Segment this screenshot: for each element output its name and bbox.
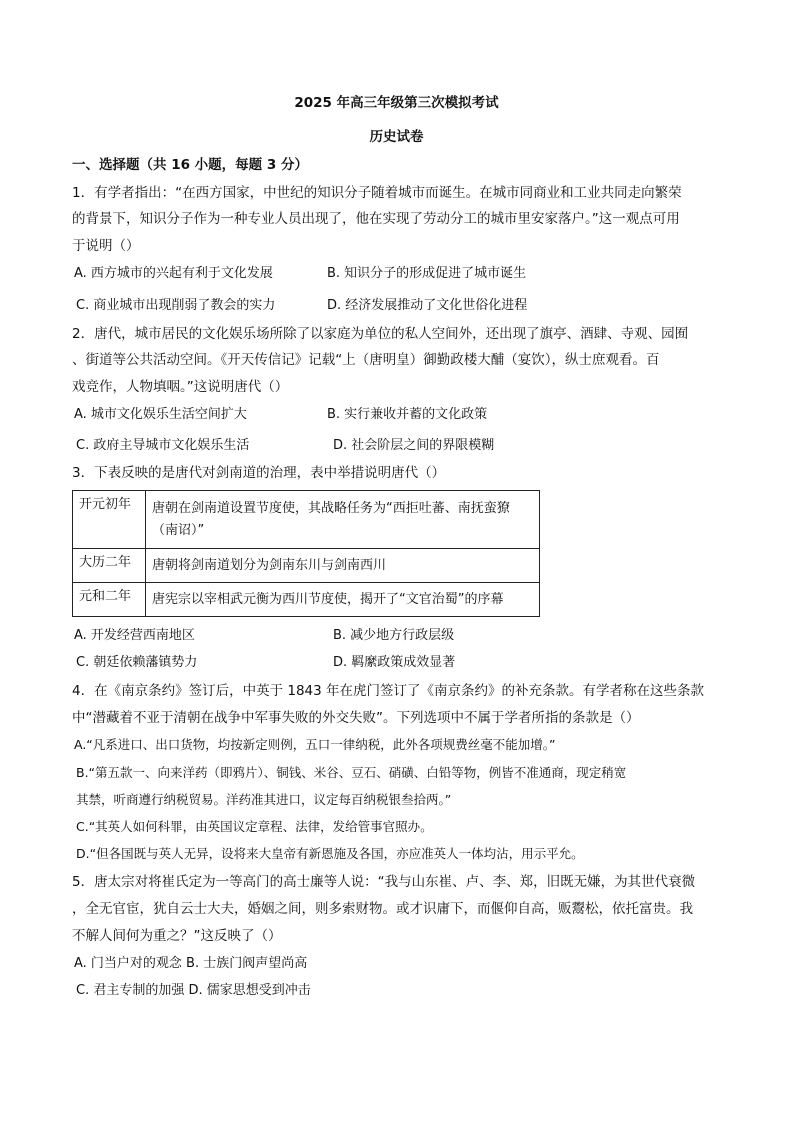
q2-option-d: D. 社会阶层之间的界限模糊 [333,438,495,453]
q4-option-b-cont: 其禁，听商遵行纳税贸易。洋药准其进口，议定每百纳税银叁拾两。” [76,792,452,807]
q1-option-b: B. 知识分子的形成促进了城市诞生 [327,266,527,281]
q4-option-a: A.“凡系进口、出口货物，均按新定则例，五口一律纳税，此外各项规费丝毫不能加增。” [74,737,556,752]
table-row [73,549,540,583]
q4-line: 4．在《南京条约》签订后，中英于 1843 年在虎门签订了《南京条约》的补充条款。有学者称在这些条款 [72,683,705,699]
q1-line: 的背景下，知识分子作为一种专业人员出现了，他在实现了劳动分工的城市里安家落户。”这一观点可用 [72,211,680,227]
q5-option-cd: C. 君主专制的加强 D. 儒家思想受到冲击 [76,983,311,998]
table-cell-text: 唐朝将剑南道划分为剑南东川与剑南西川 [146,549,540,583]
q1-option-c: C. 商业城市出现削弱了教会的实力 [76,298,276,313]
q2-option-a: A. 城市文化娱乐生活空间扩大 [74,407,247,422]
q3-line: 3．下表反映的是唐代对剑南道的治理，表中举措说明唐代（） [72,465,446,481]
q3-option-d: D. 羁縻政策成效显著 [333,655,456,670]
table-row [73,491,540,549]
q2-option-b: B. 实行兼收并蓄的文化政策 [327,407,488,422]
section-heading: 一、选择题（共 16 小题，每题 3 分） [72,157,308,173]
q2-option-c: C. 政府主导城市文化娱乐生活 [76,438,250,453]
q4-option-d: D.“但各国既与英人无异，设将来大皇帝有新恩施及各国，亦应准英人一体均沾，用示平允。 [76,846,584,861]
q1-option-d: D. 经济发展推动了文化世俗化进程 [327,298,528,313]
q3-option-c: C. 朝廷依赖藩镇势力 [76,655,198,670]
exam-subtitle: 历史试卷 [369,129,424,145]
table-cell-line: （南诏）” [152,522,205,538]
q1-option-a: A. 西方城市的兴起有利于文化发展 [74,266,273,281]
q1-line: 于说明（） [72,238,140,254]
q2-line: 、街道等公共活动空间。《开天传信记》记载“上（唐明皇）御勤政楼大酺（宴饮），纵士庶观看。百 [72,352,660,368]
q1-line: 1．有学者指出：“在西方国家，中世纪的知识分子随着城市而诞生。在城市同商业和工业共同走向繁荣 [72,185,682,201]
table-cell-year: 元和二年 [73,583,146,617]
table-cell-year: 大历二年 [73,549,146,583]
q4-line: 中“潜藏着不亚于清朝在战争中军事失败的外交失败”。下列选项中不属于学者所指的条款是（） [72,710,640,726]
table-cell-text: 唐宪宗以宰相武元衡为西川节度使，揭开了“文官治蜀”的序幕 [146,583,540,617]
q3-option-a: A. 开发经营西南地区 [74,628,195,643]
table-cell-text [146,491,540,549]
q3-option-b: B. 减少地方行政层级 [333,628,455,643]
q5-option-ab: A. 门当户对的观念 B. 士族门阀声望尚高 [74,956,308,971]
q2-line: 戏竞作，人物填咽。”这说明唐代（） [72,379,289,395]
exam-title: 2025 年高三年级第三次模拟考试 [294,95,499,111]
q4-option-c: C.“其英人如何科罪，由英国议定章程、法律，发给管事官照办。 [76,819,433,834]
table-cell-line: 唐朝在剑南道设置节度使，其战略任务为“西拒吐蕃、南抚蛮獠 [152,500,510,516]
q3-table [72,490,540,617]
q5-line: ，全无官宦，犹自云士大夫，婚姻之间，则多索财物。或才识庸下，而偃仰自高，贩鬻松，依托富贵。我 [72,901,693,917]
table-cell-year: 开元初年 [73,491,146,549]
table-row [73,583,540,617]
q4-option-b: B.“第五款一、向来洋药（即鸦片）、铜钱、米谷、豆石、硝磺、白铅等物，例皆不准通商，现定稍宽 [76,765,627,780]
q5-line: 不解人间何为重之？”这反映了（） [72,928,282,944]
q5-line: 5．唐太宗对将崔氏定为一等高门的高士廉等人说：“我与山东崔、卢、李、郑，旧既无嫌，为其世代衰微 [72,874,696,890]
q2-line: 2．唐代，城市居民的文化娱乐场所除了以家庭为单位的私人空间外，还出现了旗亭、酒肆、寺观、园囿 [72,326,689,342]
